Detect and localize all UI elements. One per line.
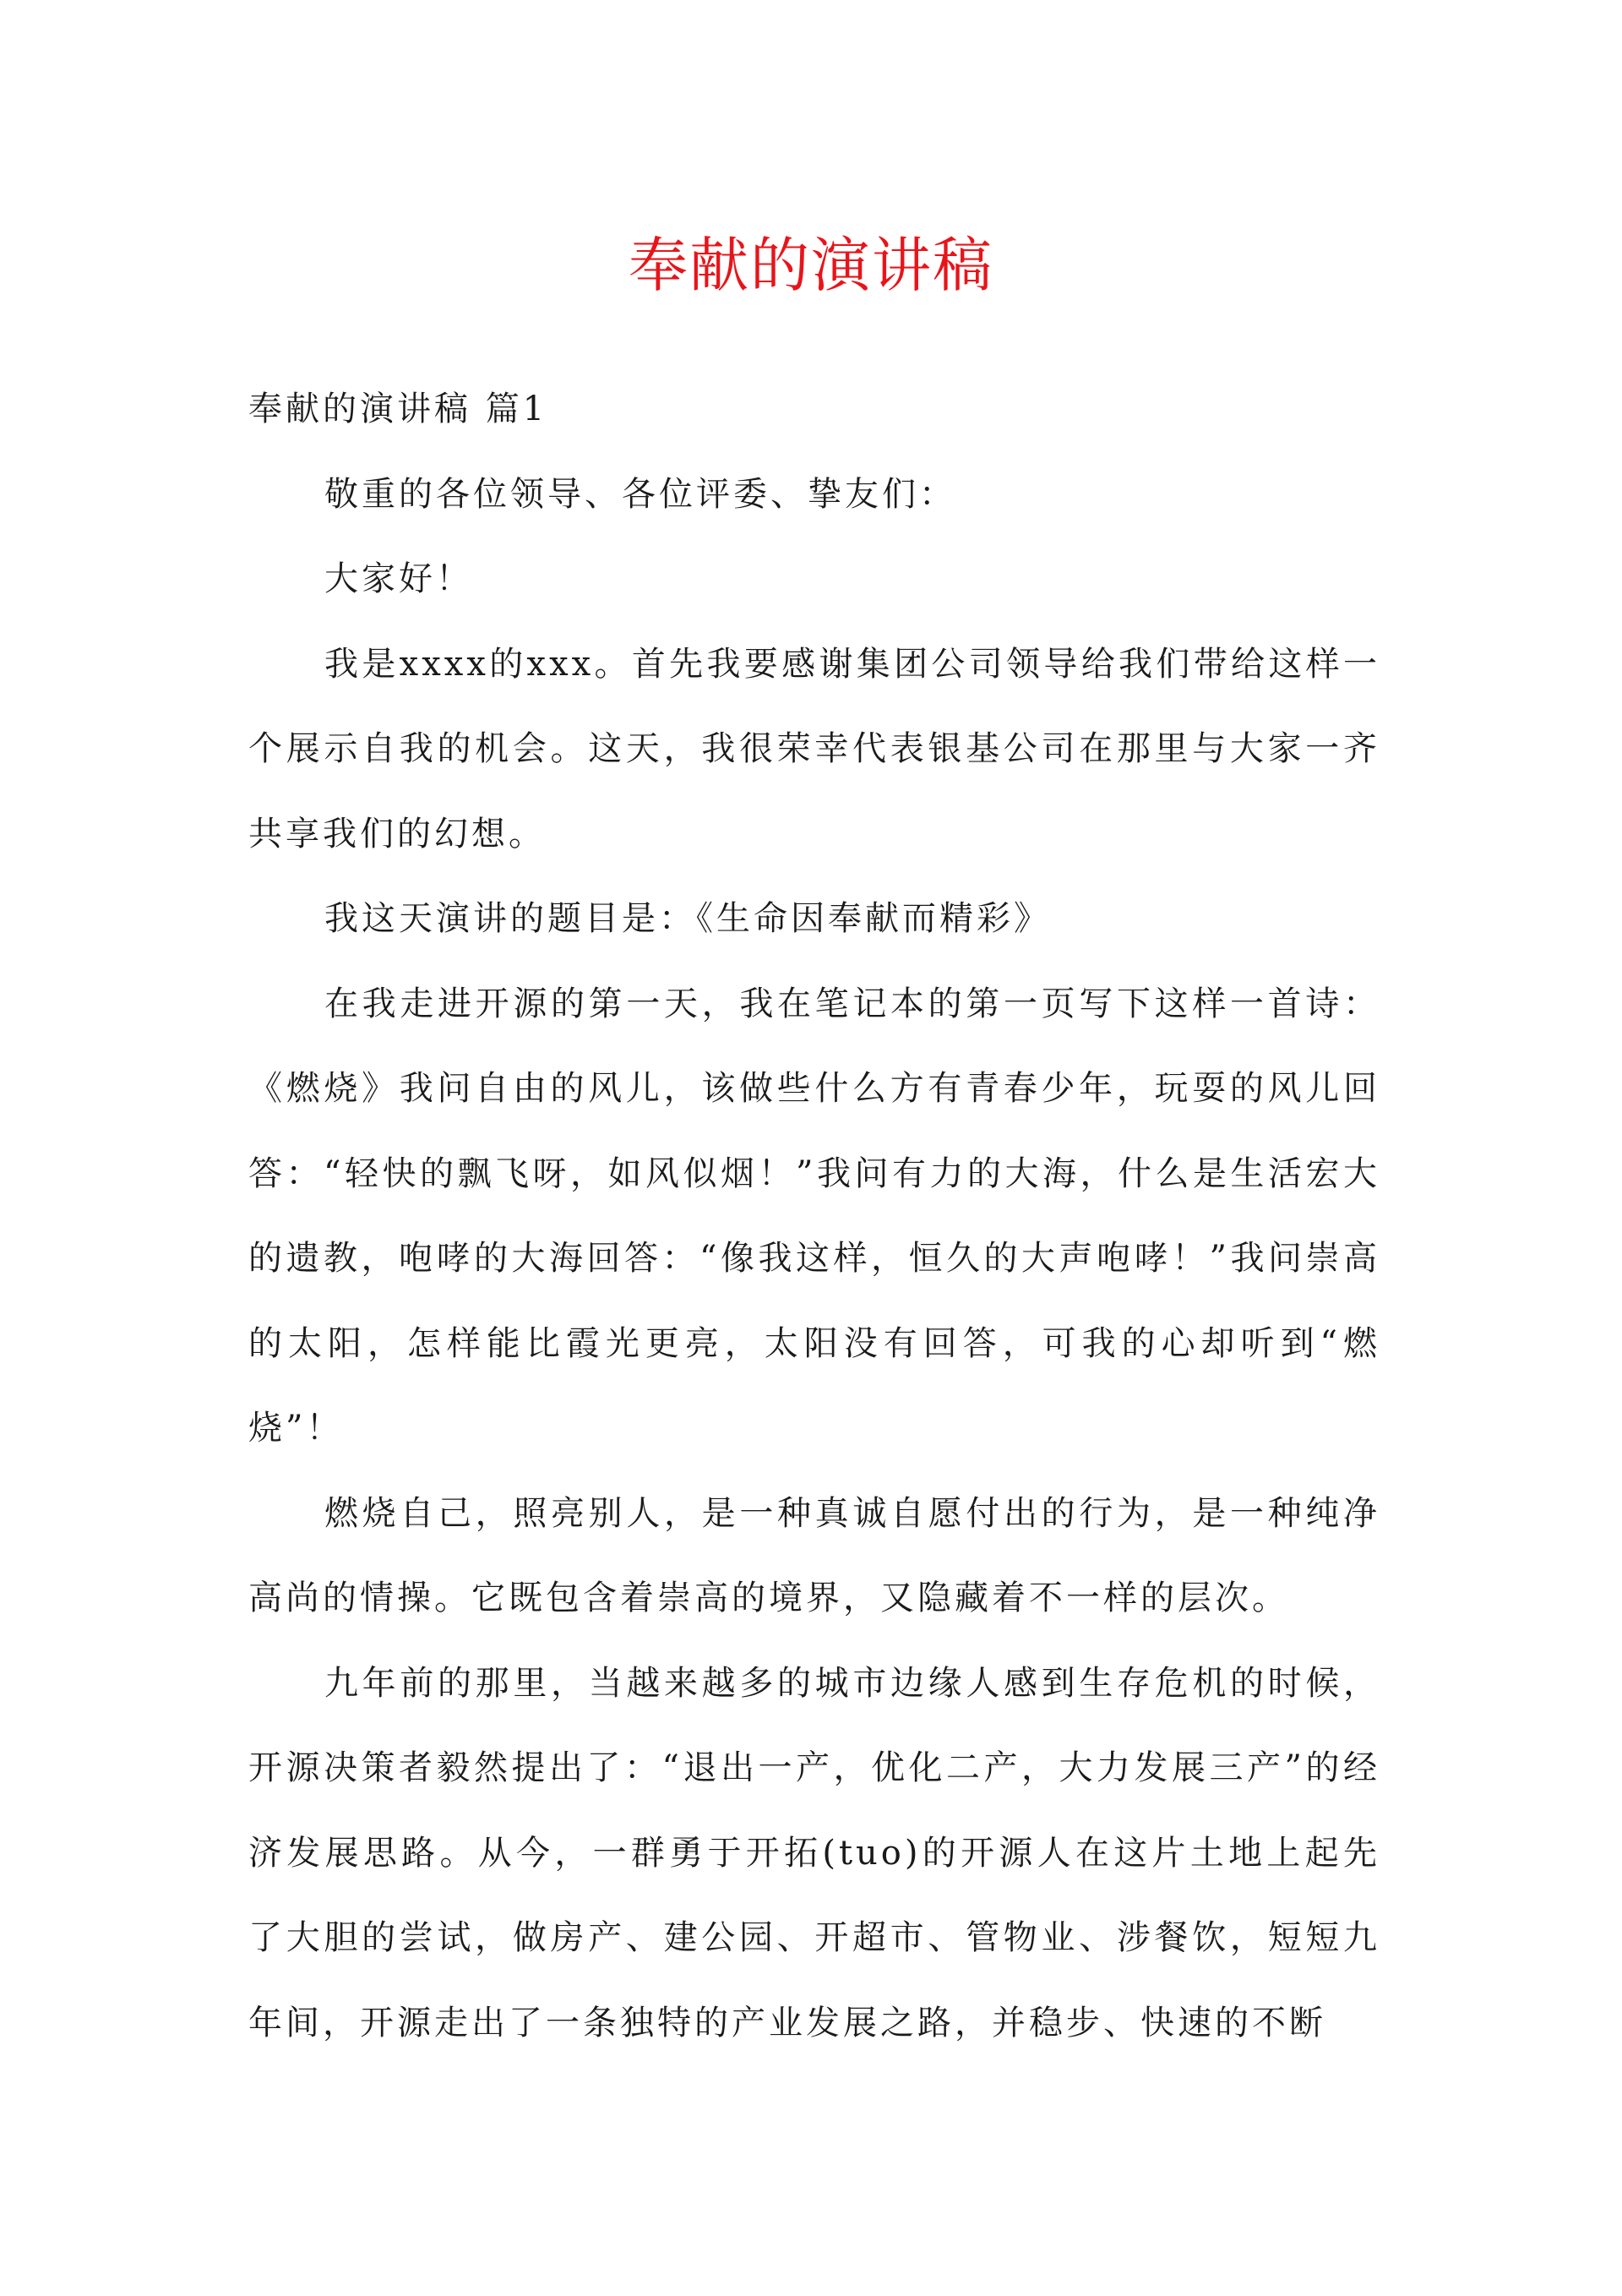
paragraph-poem: 在我走进开源的第一天，我在笔记本的第一页写下这样一首诗：《燃烧》我问自由的风儿，该做些什么方有青春少年，玩耍的风儿回答：“轻快的飘飞呀，如风似烟！”我问有力的大海，什么是生活宏大的遗教，咆哮的大海回答：“像我这样，恒久的大声咆哮！”我问崇高的太阳，怎样能比霞光更亮，太阳没有回答，可我的心却听到“燃烧”！ — [248, 984, 1380, 1448]
paragraph-history: 九年前的那里，当越来越多的城市边缘人感到生存危机的时候，开源决策者毅然提出了：“退出一产，优化二产，大力发展三产”的经济发展思路。从今，一群勇于开拓(tuo)的开源人在这片土地上起先了大胆的尝试，做房产、建公园、开超市、管物业、涉餐饮，短短九年间，开源走出了一条独特的产业发展之路，并稳步、快速的不断 — [248, 1663, 1380, 2042]
paragraph-introduction: 我是xxxx的xxx。首先我要感谢集团公司领导给我们带给这样一个展示自我的机会。这天，我很荣幸代表银基公司在那里与大家一齐共享我们的幻想。 — [248, 644, 1380, 854]
document-title: 奉献的演讲稿 — [629, 231, 993, 300]
paragraph-topic: 我这天演讲的题目是：《生命因奉献而精彩》 — [324, 899, 1051, 938]
paragraph-salutation: 敬重的各位领导、各位评委、挚友们： — [324, 474, 956, 514]
paragraph-greeting: 大家好！ — [324, 559, 473, 598]
document-body — [248, 367, 1380, 2065]
section-heading: 奉献的演讲稿 篇1 — [248, 390, 548, 428]
paragraph-burning: 燃烧自己，照亮别人，是一种真诚自愿付出的行为，是一种纯净高尚的情操。它既包含着崇高的境界，又隐藏着不一样的层次。 — [248, 1493, 1380, 1617]
